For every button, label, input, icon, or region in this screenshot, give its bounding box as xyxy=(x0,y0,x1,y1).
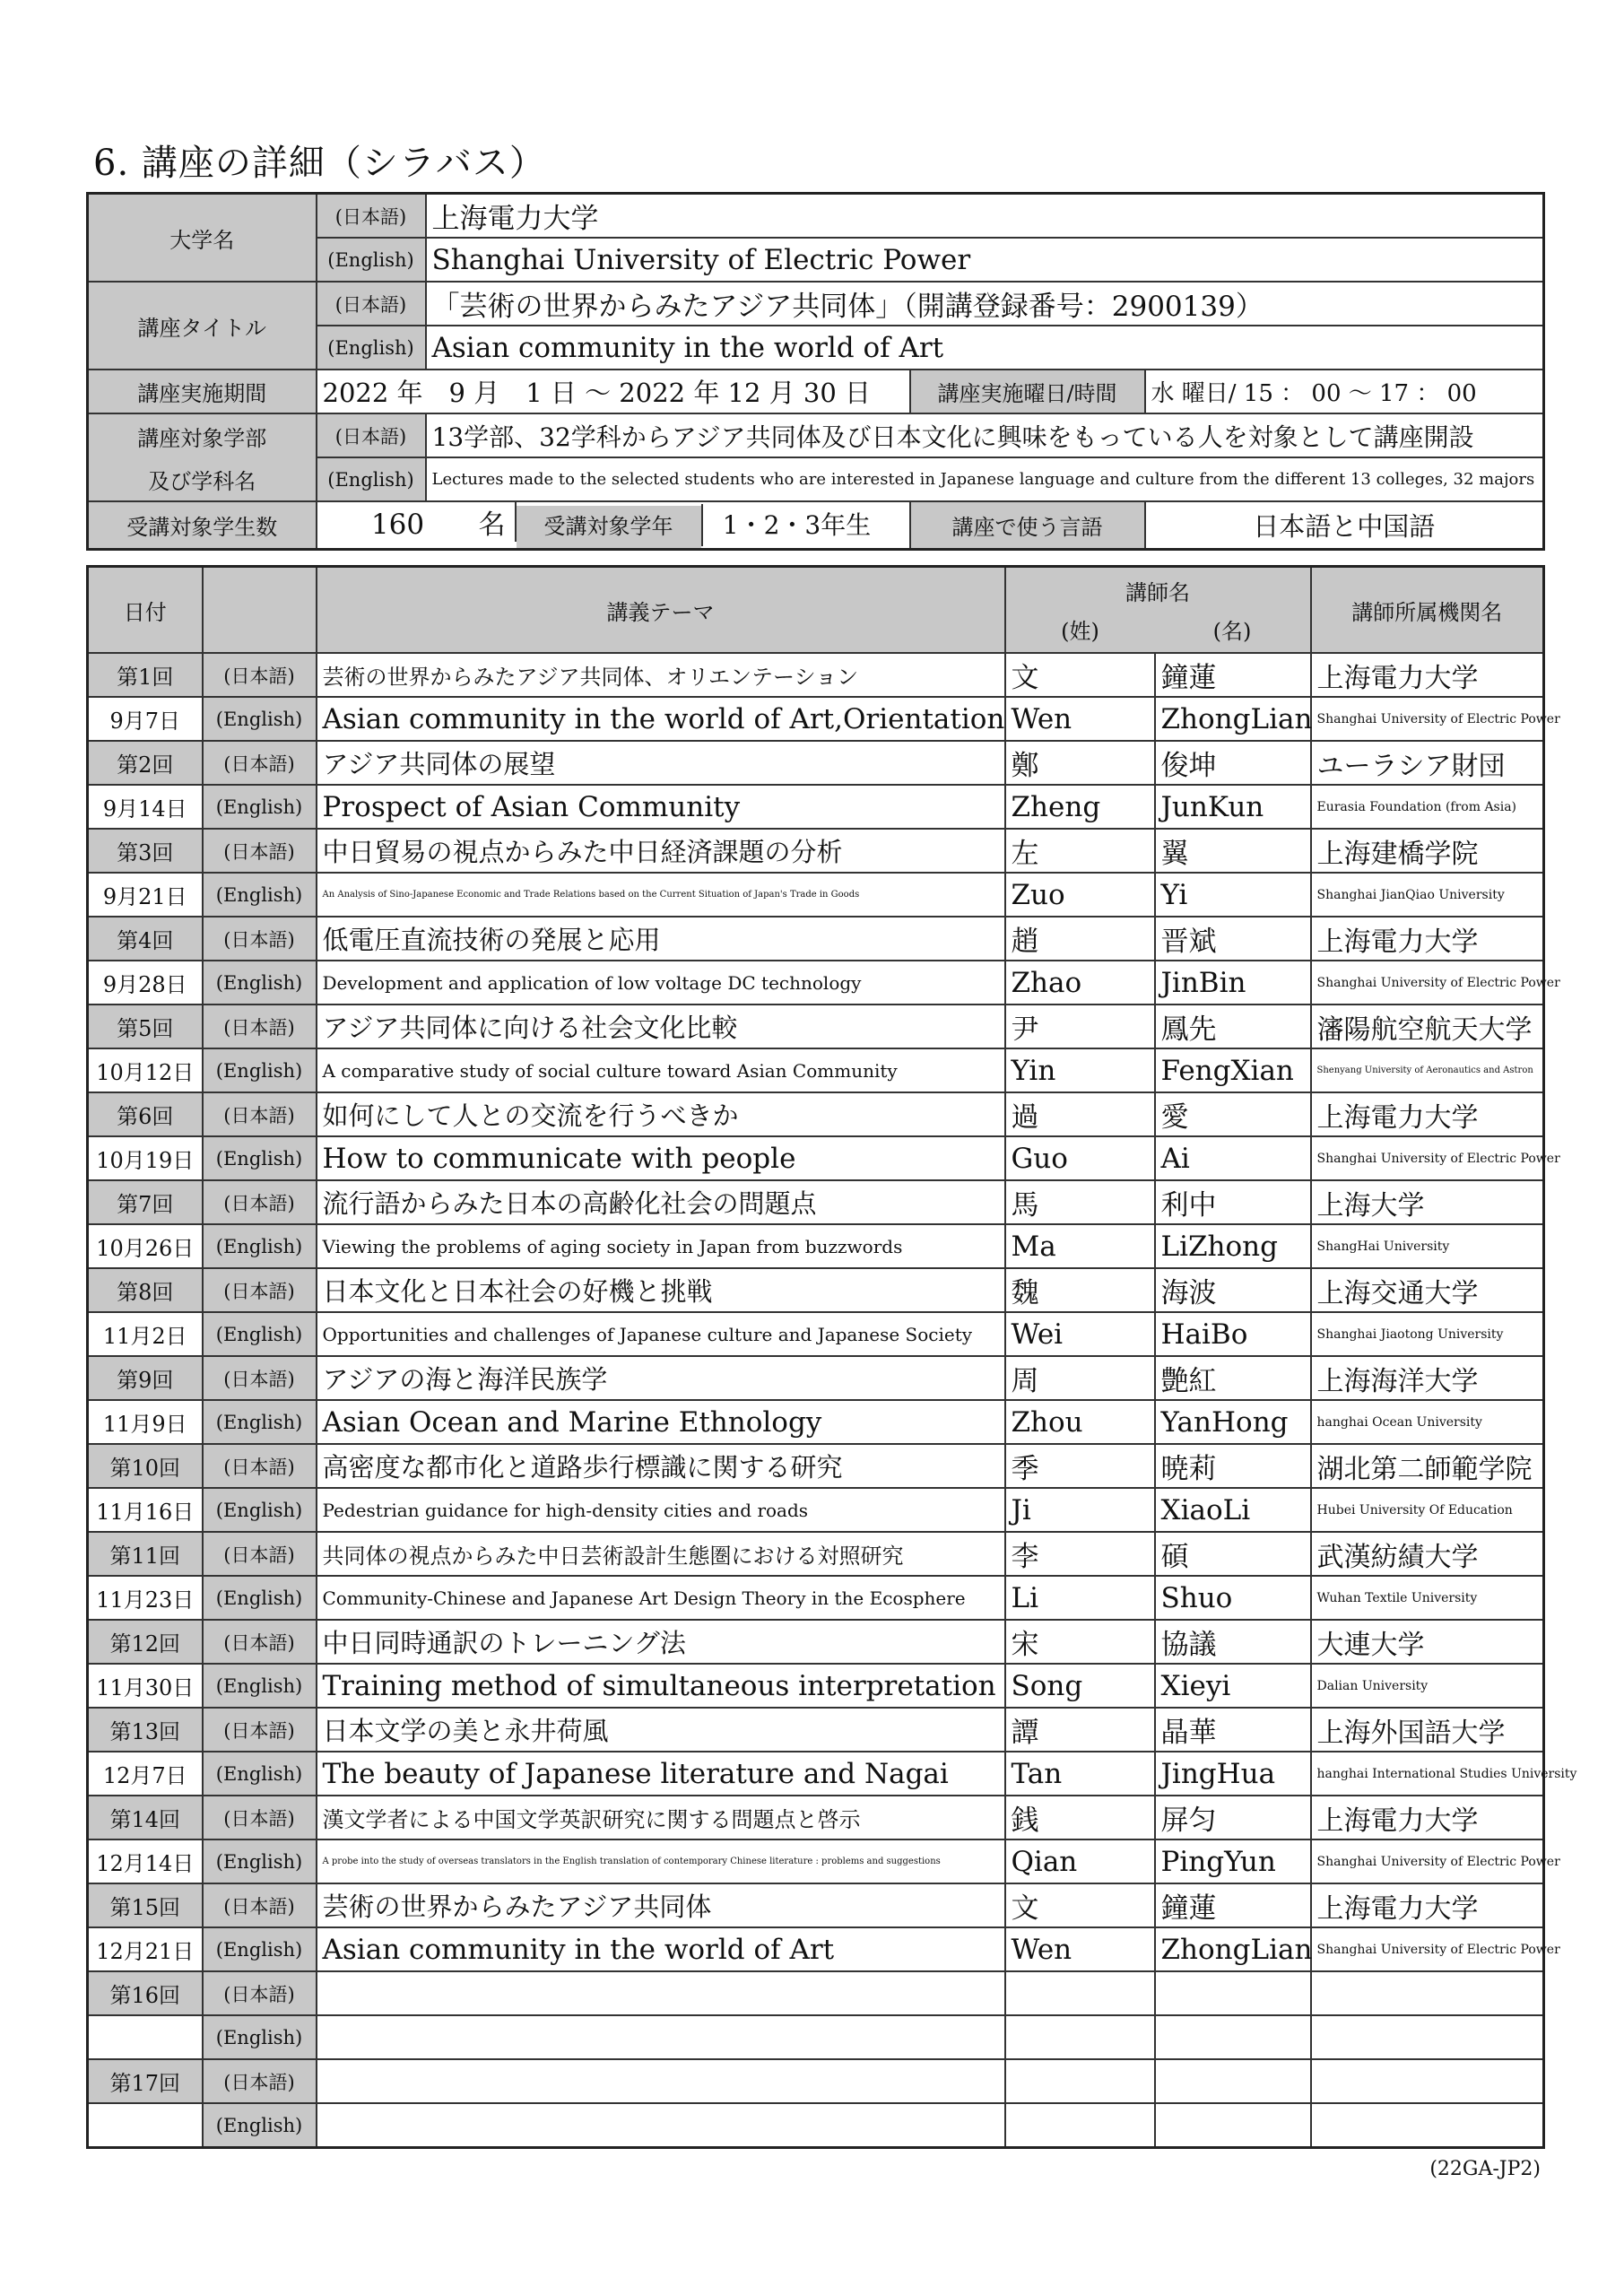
period-label: 講座実施期間 xyxy=(88,370,317,413)
lecture-theme-en: Viewing the problems of aging society in Japan from buzzwords xyxy=(317,1224,1005,1268)
lecture-round: 第4回 xyxy=(88,917,203,961)
lecturer-given-ja: 俊坤 xyxy=(1155,741,1311,785)
lecturer-affiliation-ja: 上海電力大学 xyxy=(1311,1883,1544,1927)
lecture-date: 10月12日 xyxy=(88,1048,203,1092)
lecturer-surname-en: Ma xyxy=(1005,1224,1155,1268)
lecturer-given-en: LiZhong xyxy=(1155,1224,1311,1268)
lecture-row xyxy=(88,1224,1544,1268)
lecture-row xyxy=(88,1312,1544,1356)
lecturer-affiliation-en: ShangHai University xyxy=(1311,1224,1544,1268)
lang-tag-ja: (日本語) xyxy=(203,1708,317,1752)
lecture-row xyxy=(88,961,1544,1004)
lecturer-affiliation-en: Shanghai University of Electric Power xyxy=(1311,1927,1544,1971)
lecturer-given-ja: 屏匀 xyxy=(1155,1796,1311,1839)
lecture-theme-en: How to communicate with people xyxy=(317,1136,1005,1180)
lecture-theme-en: A probe into the study of overseas translators in the English translation of contemporary Chinese literature : problems and suggestions xyxy=(317,1839,1005,1883)
lecturer-surname-en xyxy=(1005,2103,1155,2148)
lecture-round: 第3回 xyxy=(88,829,203,873)
lecture-theme-en xyxy=(317,2103,1005,2148)
lecture-theme-ja: 低電圧直流技術の発展と応用 xyxy=(317,917,1005,961)
lang-tag-en: (English) xyxy=(203,1400,317,1444)
students-label: 受講対象学生数 xyxy=(88,501,317,550)
lang-tag-ja: (日本語) xyxy=(203,1620,317,1664)
lecture-theme-en: Asian community in the world of Art,Orientation xyxy=(317,697,1005,741)
lecture-theme-ja: 中日貿易の視点からみた中日経済課題の分析 xyxy=(317,829,1005,873)
lecture-row xyxy=(88,1796,1544,1839)
lecture-round: 第10回 xyxy=(88,1444,203,1488)
lecture-date xyxy=(88,2103,203,2148)
lecturer-affiliation-ja: 上海建橋学院 xyxy=(1311,829,1544,873)
lecturer-affiliation-ja: 武漢紡績大学 xyxy=(1311,1532,1544,1576)
lang-tag-ja: (日本語) xyxy=(203,1883,317,1927)
lecture-date: 11月23日 xyxy=(88,1576,203,1620)
lang-tag-ja: (日本語) xyxy=(203,1444,317,1488)
lecturer-affiliation-en: Eurasia Foundation (from Asia) xyxy=(1311,785,1544,829)
lecturer-given-en xyxy=(1155,2015,1311,2059)
lecture-row xyxy=(88,653,1544,697)
schedule-table xyxy=(86,565,1577,2149)
lecture-row xyxy=(88,2015,1544,2059)
lang-tag-en: (English) xyxy=(203,1664,317,1708)
lecturer-affiliation-en: Shanghai Jiaotong University xyxy=(1311,1312,1544,1356)
lang-tag-en: (English) xyxy=(203,1839,317,1883)
lecture-date: 9月14日 xyxy=(88,785,203,829)
theme-header: 講義テーマ xyxy=(317,567,1005,654)
lecturer-surname-ja: 鄭 xyxy=(1005,741,1155,785)
lang-tag-ja: (日本語) xyxy=(203,829,317,873)
lecturer-given-en: YanHong xyxy=(1155,1400,1311,1444)
lecture-theme-ja: 高密度な都市化と道路歩行標識に関する研究 xyxy=(317,1444,1005,1488)
lang-tag-ja: (日本語) xyxy=(203,741,317,785)
lecturer-affiliation-ja: 瀋陽航空航天大学 xyxy=(1311,1004,1544,1048)
lecture-row xyxy=(88,1971,1544,2015)
lecture-round: 第5回 xyxy=(88,1004,203,1048)
lecturer-surname-ja: 魏 xyxy=(1005,1268,1155,1312)
lecturer-given-ja: 碩 xyxy=(1155,1532,1311,1576)
lecture-round: 第7回 xyxy=(88,1180,203,1224)
lecture-theme-ja: アジア共同体に向ける社会文化比較 xyxy=(317,1004,1005,1048)
lecture-row xyxy=(88,2103,1544,2148)
lang-tag-ja: (日本語) xyxy=(203,1796,317,1839)
lecturer-surname-ja: 左 xyxy=(1005,829,1155,873)
lecture-theme-en: Prospect of Asian Community xyxy=(317,785,1005,829)
lecture-row xyxy=(88,1400,1544,1444)
lecturer-affiliation-ja: 上海大学 xyxy=(1311,1180,1544,1224)
lang-tag-ja: (日本語) xyxy=(203,1092,317,1136)
lecturer-given-en: JunKun xyxy=(1155,785,1311,829)
lecture-date: 9月7日 xyxy=(88,697,203,741)
lang-tag-ja: (日本語) xyxy=(203,2059,317,2103)
day-time-value: 水 曜日/ 15 ： 00 ～ 17 ： 00 xyxy=(1145,370,1544,413)
course-title-en: Asian community in the world of Art xyxy=(426,326,1544,370)
lecture-theme-ja: 日本文化と日本社会の好機と挑戦 xyxy=(317,1268,1005,1312)
lang-tag-en: (English) xyxy=(203,1048,317,1092)
lang-tag-ja: (日本語) xyxy=(203,917,317,961)
lecture-date: 12月7日 xyxy=(88,1752,203,1796)
lang-tag-en: (English) xyxy=(203,873,317,917)
university-label: 大学名 xyxy=(88,194,317,283)
lang-tag-en: (English) xyxy=(203,1312,317,1356)
lecturer-affiliation-en: Shanghai University of Electric Power xyxy=(1311,1839,1544,1883)
lecture-row xyxy=(88,2059,1544,2103)
lecturer-surname-en: Wen xyxy=(1005,1927,1155,1971)
lang-tag-ja: (日本語) xyxy=(317,413,426,457)
lecture-round: 第11回 xyxy=(88,1532,203,1576)
lecturer-given-ja: 翼 xyxy=(1155,829,1311,873)
lecturer-given-en: ZhongLian xyxy=(1155,1927,1311,1971)
lecture-row xyxy=(88,1839,1544,1883)
lang-tag-en: (English) xyxy=(317,457,426,501)
lecture-date: 11月30日 xyxy=(88,1664,203,1708)
lecture-row xyxy=(88,1488,1544,1532)
lecture-theme-en: Development and application of low voltage DC technology xyxy=(317,961,1005,1004)
lecturer-affiliation-en: Dalian University xyxy=(1311,1664,1544,1708)
lecture-date: 11月16日 xyxy=(88,1488,203,1532)
lang-tag-en: (English) xyxy=(203,785,317,829)
affiliation-header: 講師所属機関名 xyxy=(1311,567,1544,654)
lecturer-given-en: Shuo xyxy=(1155,1576,1311,1620)
lecture-theme-ja: アジアの海と海洋民族学 xyxy=(317,1356,1005,1400)
students-count: 160 xyxy=(370,509,425,541)
language-value: 日本語と中国語 xyxy=(1145,501,1544,550)
lecturer-surname-ja xyxy=(1005,1971,1155,2015)
lang-tag-en: (English) xyxy=(203,1136,317,1180)
lecturer-affiliation-en: Shanghai JianQiao University xyxy=(1311,873,1544,917)
lecture-round: 第1回 xyxy=(88,653,203,697)
lecturer-given-ja: 晶華 xyxy=(1155,1708,1311,1752)
lecturer-given-ja: 晋斌 xyxy=(1155,917,1311,961)
lecturer-affiliation-en: Shanghai University of Electric Power xyxy=(1311,1136,1544,1180)
lecturer-affiliation-ja: 上海交通大学 xyxy=(1311,1268,1544,1312)
year-value: 1・2・3年生 xyxy=(701,504,891,546)
lecturer-affiliation-en: Wuhan Textile University xyxy=(1311,1576,1544,1620)
year-label: 受講対象学年 xyxy=(517,506,701,548)
lang-tag-ja: (日本語) xyxy=(203,653,317,697)
lecturer-surname-ja: 宋 xyxy=(1005,1620,1155,1664)
lecture-date: 12月21日 xyxy=(88,1927,203,1971)
lecture-date: 9月21日 xyxy=(88,873,203,917)
lecture-theme-en: Opportunities and challenges of Japanese culture and Japanese Society xyxy=(317,1312,1005,1356)
lecturer-affiliation-en: Shanghai University of Electric Power xyxy=(1311,697,1544,741)
lecture-round: 第9回 xyxy=(88,1356,203,1400)
lecture-theme-ja: アジア共同体の展望 xyxy=(317,741,1005,785)
lecture-theme-ja: 共同体の視点からみた中日芸術設計生態圏における対照研究 xyxy=(317,1532,1005,1576)
lecturer-given-ja: 鐘蓮 xyxy=(1155,653,1311,697)
lecturer-surname-en: Ji xyxy=(1005,1488,1155,1532)
university-name-ja: 上海電力大学 xyxy=(426,194,1544,239)
lecturer-surname-ja: 趙 xyxy=(1005,917,1155,961)
lang-tag-en: (English) xyxy=(203,697,317,741)
lecturer-given-en: JingHua xyxy=(1155,1752,1311,1796)
lecturer-given-ja: 艶紅 xyxy=(1155,1356,1311,1400)
students-unit: 名 xyxy=(479,502,517,542)
university-name-en: Shanghai University of Electric Power xyxy=(426,238,1544,282)
lecture-row xyxy=(88,1268,1544,1312)
lecturer-affiliation-en: hanghai Ocean University xyxy=(1311,1400,1544,1444)
target-dept-en: Lectures made to the selected students who are interested in Japanese language and culture from the different 13 colleges, 32 majors xyxy=(426,457,1544,501)
lecturer-surname-en: Zuo xyxy=(1005,873,1155,917)
lecturer-affiliation-ja: 大連大学 xyxy=(1311,1620,1544,1664)
lecturer-surname-en: Guo xyxy=(1005,1136,1155,1180)
lecture-round: 第15回 xyxy=(88,1883,203,1927)
lecturer-affiliation-ja: 上海電力大学 xyxy=(1311,1092,1544,1136)
lang-tag-ja: (日本語) xyxy=(203,1532,317,1576)
course-title-ja: 「芸術の世界からみたアジア共同体」（開講登録番号：2900139） xyxy=(426,282,1544,326)
lecturer-surname-ja: 季 xyxy=(1005,1444,1155,1488)
lecturer-affiliation-en: Hubei University Of Education xyxy=(1311,1488,1544,1532)
lecturer-header: 講師名 xyxy=(1005,567,1311,607)
lecturer-surname-en xyxy=(1005,2015,1155,2059)
lecture-round: 第13回 xyxy=(88,1708,203,1752)
lang-tag-en: (English) xyxy=(203,1488,317,1532)
lecture-row xyxy=(88,829,1544,873)
lecturer-surname-en: Wei xyxy=(1005,1312,1155,1356)
lecture-theme-ja: 流行語からみた日本の高齢化社会の問題点 xyxy=(317,1180,1005,1224)
lecture-date: 12月14日 xyxy=(88,1839,203,1883)
lecturer-given-en: JinBin xyxy=(1155,961,1311,1004)
lecturer-affiliation-ja xyxy=(1311,1971,1544,2015)
lecture-row xyxy=(88,1444,1544,1488)
lecture-date: 9月28日 xyxy=(88,961,203,1004)
lecturer-given-en: FengXian xyxy=(1155,1048,1311,1092)
lecturer-given-en: Xieyi xyxy=(1155,1664,1311,1708)
lecture-row xyxy=(88,785,1544,829)
target-dept-label: 講座対象学部 xyxy=(88,413,317,457)
lecturer-surname-ja: 周 xyxy=(1005,1356,1155,1400)
lecture-row xyxy=(88,1664,1544,1708)
lecturer-surname-ja: 馬 xyxy=(1005,1180,1155,1224)
language-label: 講座で使う言語 xyxy=(910,501,1145,550)
lecture-row xyxy=(88,1356,1544,1400)
lecturer-given-en: Ai xyxy=(1155,1136,1311,1180)
lecturer-affiliation-en: Shanghai University of Electric Power xyxy=(1311,961,1544,1004)
date-header: 日付 xyxy=(88,567,203,654)
lecture-row xyxy=(88,1004,1544,1048)
lecturer-given-ja: 海波 xyxy=(1155,1268,1311,1312)
lecture-theme-en: Pedestrian guidance for high-density cities and roads xyxy=(317,1488,1005,1532)
lecture-rows xyxy=(88,653,1577,2148)
lang-tag-ja: (日本語) xyxy=(203,1971,317,2015)
lecture-row xyxy=(88,1927,1544,1971)
lecture-theme-en: Asian community in the world of Art xyxy=(317,1927,1005,1971)
lecture-theme-en: Community-Chinese and Japanese Art Design Theory in the Ecosphere xyxy=(317,1576,1005,1620)
lecture-round: 第16回 xyxy=(88,1971,203,2015)
lecture-row xyxy=(88,1136,1544,1180)
lecture-row xyxy=(88,1576,1544,1620)
lecturer-given-en: HaiBo xyxy=(1155,1312,1311,1356)
header-blank xyxy=(203,567,317,654)
lecturer-affiliation-ja: 上海電力大学 xyxy=(1311,917,1544,961)
lang-tag-en: (English) xyxy=(203,961,317,1004)
lecturer-affiliation-ja: 湖北第二師範学院 xyxy=(1311,1444,1544,1488)
lecturer-given-ja: 愛 xyxy=(1155,1092,1311,1136)
lecturer-surname-ja xyxy=(1005,2059,1155,2103)
lecture-date: 11月2日 xyxy=(88,1312,203,1356)
lecturer-given-ja xyxy=(1155,1971,1311,2015)
lecturer-given-ja: 利中 xyxy=(1155,1180,1311,1224)
lang-tag-ja: (日本語) xyxy=(203,1004,317,1048)
lecture-theme-ja: 中日同時通訳のトレーニング法 xyxy=(317,1620,1005,1664)
lecturer-given-en: XiaoLi xyxy=(1155,1488,1311,1532)
lecture-theme-en xyxy=(317,2015,1005,2059)
given-header: (名) xyxy=(1155,606,1311,653)
lecturer-surname-en: Tan xyxy=(1005,1752,1155,1796)
lecture-row xyxy=(88,1708,1544,1752)
lecturer-surname-ja: 文 xyxy=(1005,1883,1155,1927)
lang-tag-ja: (日本語) xyxy=(203,1268,317,1312)
lecture-theme-en: An Analysis of Sino-Japanese Economic and Trade Relations based on the Current Situation of Japan's Trade in Goods xyxy=(317,873,1005,917)
lang-tag-ja: (日本語) xyxy=(317,194,426,239)
lang-tag-en: (English) xyxy=(317,238,426,282)
lecture-row xyxy=(88,1532,1544,1576)
lecturer-surname-en: Song xyxy=(1005,1664,1155,1708)
lecture-row xyxy=(88,1180,1544,1224)
lecture-date: 11月9日 xyxy=(88,1400,203,1444)
lecturer-surname-ja: 譚 xyxy=(1005,1708,1155,1752)
lecturer-given-en: PingYun xyxy=(1155,1839,1311,1883)
lecturer-affiliation-ja: 上海海洋大学 xyxy=(1311,1356,1544,1400)
lecturer-affiliation-en: hanghai International Studies University xyxy=(1311,1752,1544,1796)
lecture-row xyxy=(88,741,1544,785)
lecturer-affiliation-en: Shenyang University of Aeronautics and Astron xyxy=(1311,1048,1544,1092)
lecture-theme-en: A comparative study of social culture toward Asian Community xyxy=(317,1048,1005,1092)
lang-tag-en: (English) xyxy=(203,1752,317,1796)
lecturer-given-en: Yi xyxy=(1155,873,1311,917)
lecturer-surname-en: Zhao xyxy=(1005,961,1155,1004)
lecturer-affiliation-ja xyxy=(1311,2059,1544,2103)
lecture-round: 第2回 xyxy=(88,741,203,785)
lecturer-surname-ja: 過 xyxy=(1005,1092,1155,1136)
lang-tag-en: (English) xyxy=(317,326,426,370)
lang-tag-en: (English) xyxy=(203,2015,317,2059)
lecture-theme-en: Asian Ocean and Marine Ethnology xyxy=(317,1400,1005,1444)
lecture-theme-en: Training method of simultaneous interpretation xyxy=(317,1664,1005,1708)
lecture-date: 10月19日 xyxy=(88,1136,203,1180)
lecturer-given-ja: 協議 xyxy=(1155,1620,1311,1664)
lecturer-surname-ja: 文 xyxy=(1005,653,1155,697)
lecturer-given-en xyxy=(1155,2103,1311,2148)
target-dept-label-2: 及び学科名 xyxy=(88,457,317,501)
lecturer-surname-en: Yin xyxy=(1005,1048,1155,1092)
lang-tag-en: (English) xyxy=(203,1927,317,1971)
lecture-theme-ja xyxy=(317,1971,1005,2015)
lecture-date xyxy=(88,2015,203,2059)
lecturer-affiliation-ja: 上海電力大学 xyxy=(1311,1796,1544,1839)
lecture-theme-ja: 漢文学者による中国文学英訳研究に関する問題点と啓示 xyxy=(317,1796,1005,1839)
page-title: 6. 講座の詳細（シラバス） xyxy=(93,143,546,184)
course-info-table xyxy=(86,192,1545,551)
lecture-round: 第17回 xyxy=(88,2059,203,2103)
lang-tag-en: (English) xyxy=(203,1224,317,1268)
lecturer-given-ja xyxy=(1155,2059,1311,2103)
lecture-round: 第6回 xyxy=(88,1092,203,1136)
period-value: 2022 年 9 月 1 日 ～ 2022 年 12 月 30 日 xyxy=(317,370,910,413)
lecturer-affiliation-en xyxy=(1311,2103,1544,2148)
target-dept-ja: 13学部、32学科からアジア共同体及び日本文化に興味をもっている人を対象として講座開設 xyxy=(426,413,1544,457)
lecture-round: 第8回 xyxy=(88,1268,203,1312)
lecture-row xyxy=(88,917,1544,961)
lecture-row xyxy=(88,1752,1544,1796)
day-time-label: 講座実施曜日/時間 xyxy=(910,370,1145,413)
lecture-date: 10月26日 xyxy=(88,1224,203,1268)
lecturer-surname-ja: 尹 xyxy=(1005,1004,1155,1048)
lang-tag-ja: (日本語) xyxy=(203,1356,317,1400)
lecture-row xyxy=(88,1620,1544,1664)
lecture-row xyxy=(88,1883,1544,1927)
lang-tag-en: (English) xyxy=(203,2103,317,2148)
lecture-row xyxy=(88,1048,1544,1092)
lecture-theme-ja xyxy=(317,2059,1005,2103)
lang-tag-ja: (日本語) xyxy=(203,1180,317,1224)
lecture-row xyxy=(88,1092,1544,1136)
lecturer-affiliation-en xyxy=(1311,2015,1544,2059)
surname-header: (姓) xyxy=(1005,606,1155,653)
lecturer-given-en: ZhongLian xyxy=(1155,697,1311,741)
lecturer-surname-en: Zheng xyxy=(1005,785,1155,829)
lecturer-surname-ja: 銭 xyxy=(1005,1796,1155,1839)
lecturer-affiliation-ja: ユーラシア財団 xyxy=(1311,741,1544,785)
lang-tag-ja: (日本語) xyxy=(317,282,426,326)
course-title-label: 講座タイトル xyxy=(88,282,317,370)
lecture-round: 第14回 xyxy=(88,1796,203,1839)
lecturer-given-ja: 暁莉 xyxy=(1155,1444,1311,1488)
lang-tag-en: (English) xyxy=(203,1576,317,1620)
lecturer-surname-en: Wen xyxy=(1005,697,1155,741)
lecturer-given-ja: 鳳先 xyxy=(1155,1004,1311,1048)
lecture-theme-en: The beauty of Japanese literature and Nagai xyxy=(317,1752,1005,1796)
lecture-theme-ja: 如何にして人との交流を行うべきか xyxy=(317,1092,1005,1136)
lecturer-given-ja: 鐘蓮 xyxy=(1155,1883,1311,1927)
lecture-row xyxy=(88,873,1544,917)
lecture-row xyxy=(88,697,1544,741)
lecturer-affiliation-ja: 上海電力大学 xyxy=(1311,653,1544,697)
lecturer-surname-en: Qian xyxy=(1005,1839,1155,1883)
lecturer-surname-en: Li xyxy=(1005,1576,1155,1620)
lecturer-affiliation-ja: 上海外国語大学 xyxy=(1311,1708,1544,1752)
lecturer-surname-ja: 李 xyxy=(1005,1532,1155,1576)
lecture-theme-ja: 芸術の世界からみたアジア共同体、オリエンテーション xyxy=(317,653,1005,697)
lecture-round: 第12回 xyxy=(88,1620,203,1664)
lecture-theme-ja: 日本文学の美と永井荷風 xyxy=(317,1708,1005,1752)
lecture-theme-ja: 芸術の世界からみたアジア共同体 xyxy=(317,1883,1005,1927)
document-code: (22GA-JP2) xyxy=(1429,2158,1541,2180)
lecturer-surname-en: Zhou xyxy=(1005,1400,1155,1444)
